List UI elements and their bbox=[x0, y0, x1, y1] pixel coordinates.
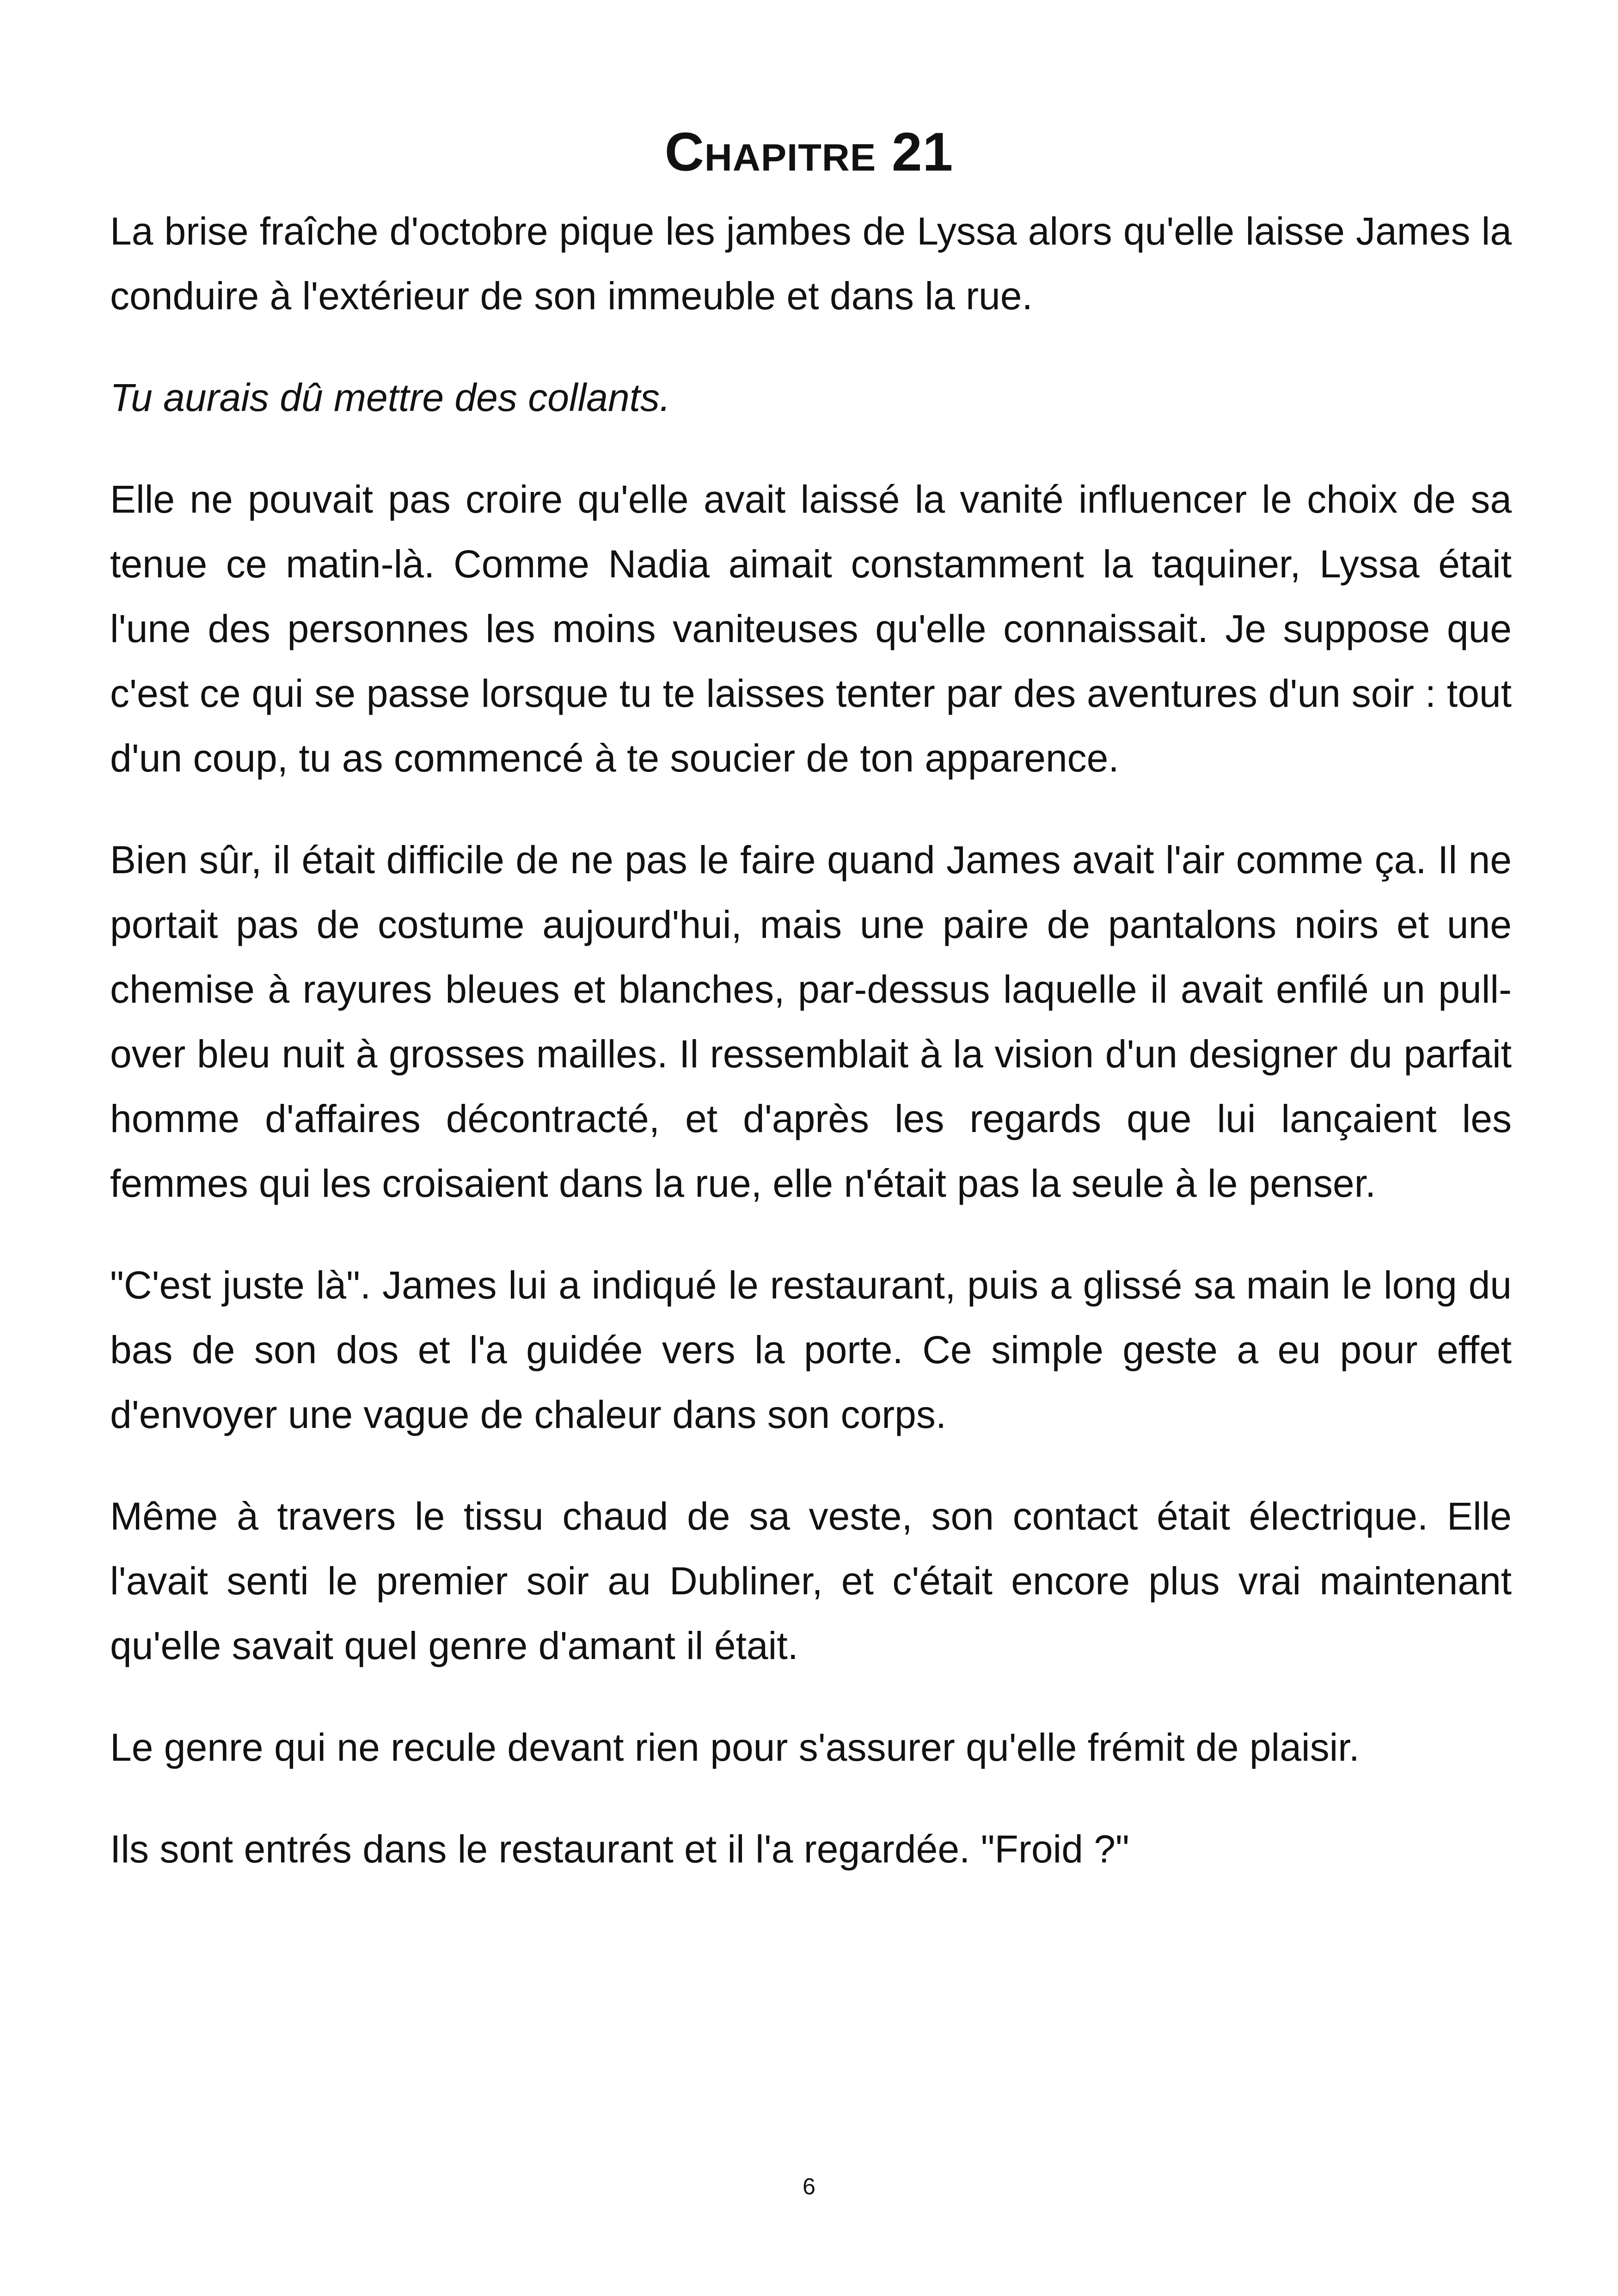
page-number: 6 bbox=[803, 2174, 815, 2199]
paragraph-7: Le genre qui ne recule devant rien pour s'assurer qu'elle frémit de plaisir. bbox=[110, 1726, 1360, 1769]
paragraph-4: Bien sûr, il était difficile de ne pas le faire quand James avait l'air comme ça. Il ne portait pas de costume aujourd'hui, mais une paire de pantalons noirs et une chemise à rayures bleues et blanches, par-dessus laquelle il avait enfilé un pull-over bleu nuit à grosses mailles. Il ressemblait à la vision d'un designer du parfait homme d'affaires décontracté, et d'après les regards que lui lançaient les femmes qui les croisaient dans la rue, elle n'était pas la seule à le penser. bbox=[110, 838, 1512, 1205]
chapter-title bbox=[0, 120, 1618, 184]
paragraph-5: "C'est juste là". James lui a indiqué le restaurant, puis a glissé sa main le long du bas de son dos et l'a guidée vers la porte. Ce simple geste a eu pour effet d'envoyer une vague de chaleur dans son corps. bbox=[110, 1263, 1512, 1436]
paragraph-3: Elle ne pouvait pas croire qu'elle avait laissé la vanité influencer le choix de sa tenue ce matin-là. Comme Nadia aimait constamment la taquiner, Lyssa était l'une des personnes les moins vaniteuses qu'elle connaissait. Je suppose que c'est ce qui se passe lorsque tu te laisses tenter par des aventures d'un soir : tout d'un coup, tu as commencé à te soucier de ton apparence. bbox=[110, 478, 1512, 780]
paragraph-2-italic: Tu aurais dû mettre des collants. bbox=[110, 376, 671, 419]
paragraph-8: Ils sont entrés dans le restaurant et il l'a regardée. "Froid ?" bbox=[110, 1827, 1129, 1871]
paragraph-1: La brise fraîche d'octobre pique les jambes de Lyssa alors qu'elle laisse James la conduire à l'extérieur de son immeuble et dans la rue. bbox=[110, 209, 1512, 318]
body-text bbox=[110, 199, 1512, 1918]
chapter-title-text: Chapitre 21 bbox=[664, 122, 954, 183]
paragraph-6: Même à travers le tissu chaud de sa veste, son contact était électrique. Elle l'avait senti le premier soir au Dubliner, et c'était encore plus vrai maintenant qu'elle savait quel genre d'amant il était. bbox=[110, 1494, 1512, 1667]
